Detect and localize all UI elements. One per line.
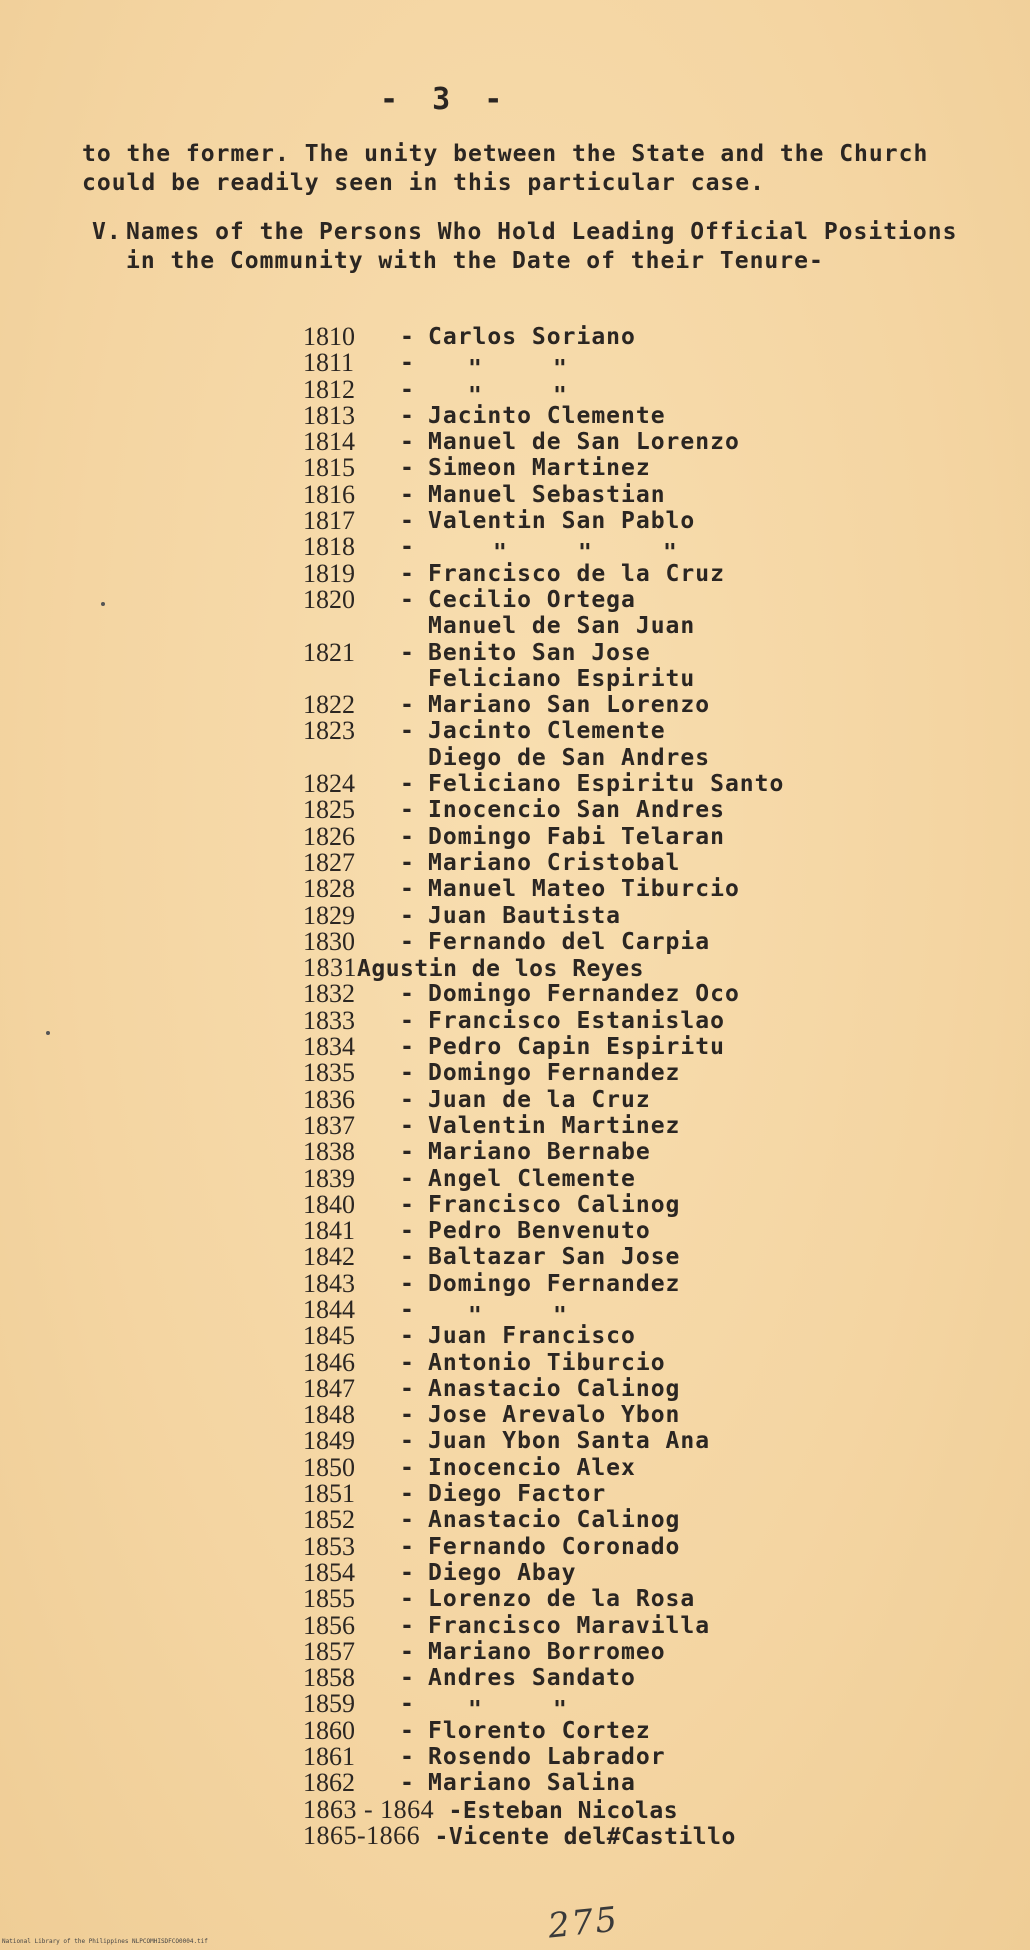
tenure-year: 1862 [303, 1768, 355, 1798]
tenure-name: Domingo Fabi Telaran [428, 823, 725, 850]
tenure-entry [303, 745, 1003, 771]
tenure-entry [303, 1557, 1003, 1587]
ditto-mark: " [663, 540, 677, 567]
tenure-name: Diego de San Andres [428, 744, 711, 771]
tenure-dash: - [400, 1454, 414, 1481]
tenure-entry-text [303, 955, 644, 982]
tenure-entry [303, 400, 1003, 430]
tenure-entry [303, 847, 1003, 877]
tenure-dash: - [400, 928, 414, 955]
tenure-dash: - [400, 1086, 414, 1113]
tenure-name: Juan Francisco [428, 1323, 636, 1350]
tenure-entry [303, 613, 1003, 639]
tenure-dash: - [400, 823, 414, 850]
tenure-year: 1850 [303, 1452, 355, 1482]
tenure-dash: - [400, 1665, 414, 1692]
tenure-year: 1842 [303, 1242, 355, 1272]
tenure-dash: - [400, 1139, 414, 1166]
tenure-entry [303, 558, 1003, 588]
tenure-entry [303, 429, 1003, 455]
tenure-dash: - [400, 1270, 414, 1297]
tenure-entry [303, 1820, 1003, 1850]
tenure-year: 1837 [303, 1110, 355, 1140]
tenure-entry [303, 1084, 1003, 1114]
tenure-dash: - [400, 797, 414, 824]
tenure-year: 1816 [303, 479, 355, 509]
tenure-dash: - [400, 1744, 414, 1771]
ditto-mark: " [468, 382, 482, 409]
tenure-dash: - [400, 692, 414, 719]
tenure-year: 1844 [303, 1294, 355, 1324]
tenure-name: Carlos Soriano [428, 324, 636, 350]
tenure-name: Fernando del Carpia [428, 928, 711, 955]
tenure-year: 1856 [303, 1610, 355, 1640]
tenure-year: 1852 [303, 1505, 355, 1535]
tenure-entry [303, 479, 1003, 509]
tenure-year: 1817 [303, 506, 355, 536]
tenure-entry [303, 532, 1003, 567]
archive-footer: National Library of the Philippines NLPCOMHISDFCO0004.tif [2, 1938, 208, 1945]
tenure-entry [303, 1715, 1003, 1745]
tenure-name: Manuel Sebastian [428, 481, 666, 508]
tenure-name: Inocencio Alex [428, 1454, 636, 1481]
tenure-name: Jacinto Clemente [428, 402, 666, 429]
tenure-year: 1825 [303, 795, 355, 825]
page-number: - 3 - [380, 82, 511, 117]
tenure-entry [303, 1770, 1003, 1796]
ditto-mark: " [553, 356, 567, 383]
tenure-entry [303, 1189, 1003, 1219]
tenure-name: Mariano Borromeo [428, 1638, 666, 1665]
tenure-year: 1839 [303, 1163, 355, 1193]
tenure-year: 1830 [303, 926, 355, 956]
tenure-name: Diego Abay [428, 1559, 577, 1586]
tenure-dash: - [400, 849, 414, 876]
tenure-dash: - [400, 1428, 414, 1455]
tenure-name: Feliciano Espiritu Santo [428, 771, 785, 798]
tenure-entry [303, 1794, 1003, 1824]
tenure-dash: - [400, 771, 414, 798]
tenure-dash: - [400, 586, 414, 613]
tenure-dash: - [400, 324, 414, 350]
tenure-entry [303, 1268, 1003, 1298]
handwritten-page-number: 275 [546, 1899, 621, 1947]
tenure-name: Pedro Benvenuto [428, 1218, 651, 1245]
tenure-entry [303, 1586, 1003, 1612]
tenure-entry [303, 584, 1003, 614]
tenure-name: Baltazar San Jose [428, 1244, 681, 1271]
tenure-name: Fernando Coronado [428, 1533, 681, 1560]
tenure-entry [303, 1005, 1003, 1035]
tenure-dash: - [434, 1823, 449, 1850]
tenure-year: 1851 [303, 1479, 355, 1509]
tenure-dash: - [400, 1007, 414, 1034]
tenure-entry [303, 324, 1003, 350]
tenure-name: Domingo Fernandez [428, 1270, 681, 1297]
tenure-entry [303, 876, 1003, 902]
tenure-dash: - [400, 508, 414, 535]
tenure-entry [303, 955, 1003, 981]
tenure-dash: - [400, 481, 414, 508]
tenure-year: 1835 [303, 1058, 355, 1088]
tenure-dash: - [400, 876, 414, 903]
tenure-entry [303, 1744, 1003, 1770]
tenure-year: 1865-1866 [303, 1820, 421, 1850]
tenure-dash: - [400, 1612, 414, 1639]
tenure-name: Simeon Martinez [428, 455, 651, 482]
ditto-mark: " [468, 356, 482, 383]
tenure-entry [303, 821, 1003, 851]
tenure-entry [303, 1428, 1003, 1454]
tenure-entry [303, 1636, 1003, 1666]
tenure-year: 1831 [303, 953, 357, 983]
paragraph: to the former. The unity between the State and the Church could be readily seen in this particular case. [82, 141, 929, 196]
tenure-name: Mariano Cristobal [428, 849, 681, 876]
tenure-dash: - [448, 1797, 463, 1824]
tenure-dash: - [400, 1481, 414, 1508]
tenure-dash: - [400, 1559, 414, 1586]
tenure-name: Francisco Maravilla [428, 1612, 711, 1639]
tenure-entry [303, 771, 1003, 797]
tenure-entry-text [303, 1794, 679, 1824]
tenure-dash: - [400, 1717, 414, 1744]
ditto-mark: " [553, 1302, 567, 1329]
tenure-year: 1810 [303, 322, 355, 351]
tenure-year: 1824 [303, 769, 355, 799]
tenure-dash: - [400, 718, 414, 745]
tenure-dash: - [400, 402, 414, 429]
tenure-name: Antonio Tiburcio [428, 1349, 666, 1376]
tenure-name: Manuel de San Lorenzo [428, 429, 740, 456]
tenure-year: 1812 [303, 374, 355, 404]
tenure-entry [303, 1244, 1003, 1270]
tenure-dash: - [400, 1691, 414, 1718]
tenure-dash: - [400, 902, 414, 929]
tenure-year: 1847 [303, 1373, 355, 1403]
tenure-entry [303, 1060, 1003, 1086]
tenure-year: 1843 [303, 1268, 355, 1298]
tenure-dash: - [400, 639, 414, 666]
tenure-dash: - [400, 1191, 414, 1218]
tenure-name: Rosendo Labrador [428, 1744, 666, 1771]
tenure-year: 1833 [303, 1005, 355, 1035]
tenure-entry [303, 1689, 1003, 1724]
tenure-entry [303, 1110, 1003, 1140]
tenure-name: Pedro Capin Espiritu [428, 1034, 725, 1061]
tenure-name: Francisco Calinog [428, 1191, 681, 1218]
tenure-dash: - [400, 1638, 414, 1665]
tenure-name: Mariano San Lorenzo [428, 692, 711, 719]
tenure-dash: - [400, 429, 414, 456]
tenure-name: Anastacio Calinog [428, 1507, 681, 1534]
tenure-entry [303, 1452, 1003, 1482]
tenure-dash: - [400, 1402, 414, 1429]
tenure-name: Agustin de los Reyes [357, 956, 644, 983]
tenure-name: Francisco Estanislao [428, 1007, 725, 1034]
ditto-mark: " [468, 1697, 482, 1724]
tenure-entry [303, 455, 1003, 481]
tenure-entry [303, 1294, 1003, 1329]
tenure-year: 1819 [303, 558, 355, 588]
tenure-name: Esteban Nicolas [462, 1797, 679, 1824]
tenure-dash: - [400, 534, 414, 561]
tenure-name: Juan de la Cruz [428, 1086, 651, 1113]
tenure-year: 1834 [303, 1032, 355, 1062]
tenure-entry [303, 666, 1003, 692]
tenure-year: 1814 [303, 427, 355, 457]
tenure-entry [303, 1034, 1003, 1060]
tenure-year: 1846 [303, 1347, 355, 1377]
ditto-mark: " [553, 1697, 567, 1724]
tenure-year: 1828 [303, 874, 355, 904]
tenure-name: Mariano Salina [428, 1770, 636, 1797]
tenure-name: Jose Arevalo Ybon [428, 1402, 681, 1429]
tenure-year: 1855 [303, 1584, 355, 1614]
tenure-year: 1823 [303, 716, 355, 746]
tenure-name: Diego Factor [428, 1481, 607, 1508]
tenure-entry [303, 692, 1003, 718]
tenure-year: 1811 [303, 348, 355, 378]
tenure-year: 1861 [303, 1742, 355, 1772]
tenure-dash: - [400, 350, 414, 377]
tenure-year: 1858 [303, 1663, 355, 1693]
tenure-year: 1832 [303, 979, 355, 1009]
tenure-dash: - [400, 1244, 414, 1271]
tenure-year: 1863 - 1864 [303, 1794, 435, 1824]
tenure-name: Domingo Fernandez Oco [428, 981, 740, 1008]
tenure-dash: - [400, 1586, 414, 1613]
tenure-entry-text [303, 1820, 736, 1850]
tenure-year: 1854 [303, 1557, 355, 1587]
tenure-dash: - [400, 1533, 414, 1560]
ditto-mark: " [578, 540, 592, 567]
tenure-dash: - [400, 376, 414, 403]
tenure-entry [303, 348, 1003, 383]
tenure-year: 1845 [303, 1321, 355, 1351]
tenure-name: Manuel Mateo Tiburcio [428, 876, 740, 903]
tenure-name: Valentin San Pablo [428, 508, 696, 535]
tenure-entry [303, 926, 1003, 956]
tenure-entry [303, 797, 1003, 823]
tenure-dash: - [400, 1112, 414, 1139]
tenure-name: Andres Sandato [428, 1665, 636, 1692]
tenure-entry [303, 374, 1003, 409]
tenure-entry [303, 1610, 1003, 1640]
tenure-list [303, 324, 1003, 1849]
tenure-name: Valentin Martinez [428, 1112, 681, 1139]
section-marker: V. [92, 219, 122, 245]
tenure-entry [303, 718, 1003, 744]
tenure-year: 1820 [303, 584, 355, 614]
tenure-dash: - [400, 1060, 414, 1087]
tenure-year: 1813 [303, 400, 355, 430]
tenure-entry [303, 508, 1003, 534]
tenure-name: Lorenzo de la Rosa [428, 1586, 696, 1613]
tenure-entry [303, 1139, 1003, 1165]
tenure-entry [303, 1373, 1003, 1403]
tenure-name: Mariano Bernabe [428, 1139, 651, 1166]
tenure-dash: - [400, 1296, 414, 1323]
tenure-dash: - [400, 1770, 414, 1797]
tenure-entry [303, 1218, 1003, 1244]
tenure-dash: - [400, 560, 414, 587]
tenure-entry [303, 1402, 1003, 1428]
section-heading-text: Names of the Persons Who Hold Leading Official Positions in the Community with the Date of their Tenure- [126, 219, 958, 274]
tenure-name: Juan Ybon Santa Ana [428, 1428, 711, 1455]
tenure-entry [303, 981, 1003, 1007]
tenure-name: Manuel de San Juan [428, 613, 696, 640]
tenure-year: 1859 [303, 1689, 355, 1719]
tenure-name: Inocencio San Andres [428, 797, 725, 824]
tenure-name: Florento Cortez [428, 1717, 651, 1744]
tenure-entry [303, 1507, 1003, 1533]
tenure-entry [303, 1347, 1003, 1377]
tenure-name: Jacinto Clemente [428, 718, 666, 745]
tenure-name: Anastacio Calinog [428, 1375, 681, 1402]
tenure-entry [303, 1481, 1003, 1507]
tenure-year: 1857 [303, 1636, 355, 1666]
tenure-year: 1829 [303, 900, 355, 930]
tenure-name: Domingo Fernandez [428, 1060, 681, 1087]
tenure-dash: - [400, 1507, 414, 1534]
tenure-entry [303, 1323, 1003, 1349]
ditto-mark: " [493, 540, 507, 567]
tenure-year: 1815 [303, 453, 355, 483]
tenure-name: Feliciano Espiritu [428, 665, 696, 692]
tenure-year: 1822 [303, 690, 355, 720]
tenure-year: 1821 [303, 637, 355, 667]
tenure-year: 1848 [303, 1400, 355, 1430]
tenure-year: 1841 [303, 1216, 355, 1246]
tenure-dash: - [400, 1218, 414, 1245]
tenure-year: 1860 [303, 1715, 355, 1745]
tenure-name: Francisco de la Cruz [428, 560, 725, 587]
tenure-year: 1838 [303, 1137, 355, 1167]
tenure-dash: - [400, 1165, 414, 1192]
tenure-dash: - [400, 981, 414, 1008]
ink-speck [101, 602, 105, 606]
tenure-year: 1826 [303, 821, 355, 851]
tenure-entry [303, 1531, 1003, 1561]
tenure-dash: - [400, 455, 414, 482]
tenure-name: Angel Clemente [428, 1165, 636, 1192]
tenure-entry [303, 900, 1003, 930]
tenure-entry [303, 1163, 1003, 1193]
tenure-name: Juan Bautista [428, 902, 622, 929]
ditto-mark: " [553, 382, 567, 409]
tenure-dash: - [400, 1349, 414, 1376]
tenure-year: 1827 [303, 847, 355, 877]
tenure-dash: - [400, 1323, 414, 1350]
tenure-year: 1836 [303, 1084, 355, 1114]
tenure-name: Cecilio Ortega [428, 586, 636, 613]
tenure-year: 1849 [303, 1426, 355, 1456]
tenure-name: Vicente del#Castillo [448, 1823, 736, 1850]
ditto-mark: " [468, 1302, 482, 1329]
ink-speck [46, 1031, 50, 1035]
tenure-dash: - [400, 1375, 414, 1402]
tenure-name: Benito San Jose [428, 639, 651, 666]
tenure-year: 1818 [303, 532, 355, 562]
tenure-year: 1853 [303, 1531, 355, 1561]
tenure-dash: - [400, 1034, 414, 1061]
tenure-entry [303, 1665, 1003, 1691]
tenure-entry [303, 637, 1003, 667]
tenure-year: 1840 [303, 1189, 355, 1219]
